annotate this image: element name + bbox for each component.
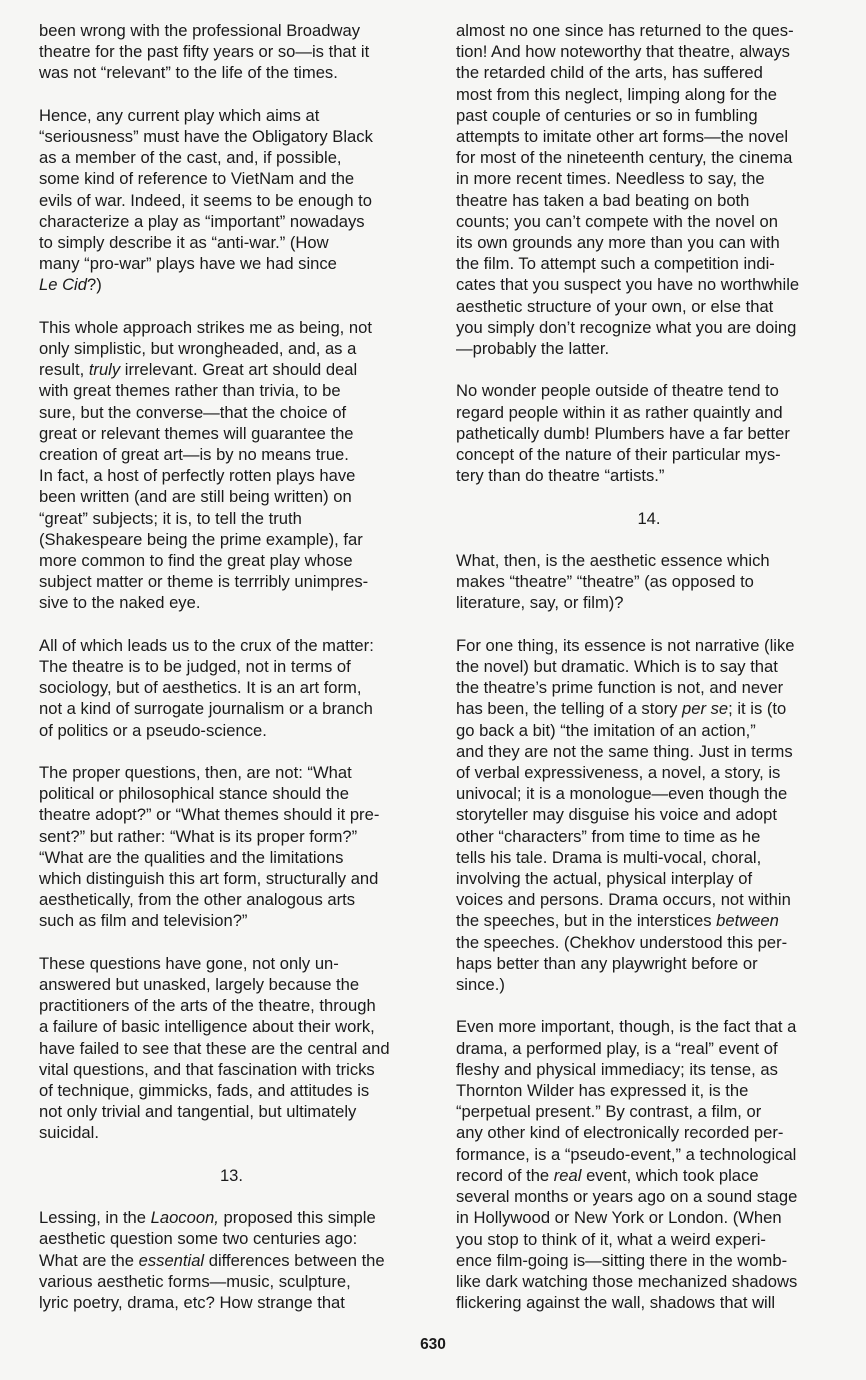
text-line: record of the real event, which took place (456, 1165, 759, 1185)
text-line: counts; you can’t compete with the novel on (456, 211, 778, 231)
text-line: a failure of basic intelligence about their work, (39, 1017, 375, 1037)
text-line: suicidal. (39, 1123, 99, 1143)
paragraph (456, 380, 842, 486)
text-line: The theatre is to be judged, not in terms of (39, 657, 351, 677)
text-line: storyteller may disguise his voice and adopt (456, 805, 777, 825)
text-line: the novel) but dramatic. Which is to say that (456, 657, 778, 677)
text-line: not only trivial and tangential, but ultimately (39, 1102, 357, 1122)
text-line: many “pro-war” plays have we had since (39, 254, 337, 274)
text-line: vital questions, and that fascination with tricks (39, 1059, 375, 1079)
right-column (456, 20, 842, 1335)
text-line: more common to find the great play whose (39, 551, 353, 571)
text-line: “What are the qualities and the limitations (39, 847, 344, 867)
text-line: makes “theatre” “theatre” (as opposed to (456, 572, 754, 592)
text-line: involving the actual, physical interplay of (456, 869, 753, 889)
text-line: “seriousness” must have the Obligatory Black (39, 127, 373, 146)
text-line: not a kind of surrogate journalism or a branch (39, 699, 373, 719)
text-line: in more recent times. Needless to say, the (456, 169, 765, 189)
text-line: “perpetual present.” By contrast, a film, or (456, 1102, 762, 1122)
text-line: “great” subjects; it is, to tell the truth (39, 508, 302, 528)
paragraph (39, 762, 424, 932)
text-line: like dark watching those mechanized shadows (456, 1271, 798, 1291)
text-line: formance, is a “pseudo-event,” a technological (456, 1144, 797, 1164)
text-line: for most of the nineteenth century, the cinema (456, 148, 793, 168)
text-line: (Shakespeare being the prime example), far (39, 529, 363, 549)
text-line: such as film and television?” (39, 911, 248, 931)
paragraph (456, 20, 842, 359)
text-line: tells his tale. Drama is multi-vocal, choral, (456, 847, 762, 867)
text-line: Even more important, though, is the fact that a (456, 1017, 797, 1037)
text-line: literature, say, or film)? (456, 593, 624, 613)
text-line: Hence, any current play which aims at (39, 105, 320, 125)
text-line: other “characters” from time to time as he (456, 826, 761, 846)
text-line: of technique, gimmicks, fads, and attitudes is (39, 1081, 370, 1101)
text-line: and they are not the same thing. Just in terms (456, 741, 793, 761)
text-line: Thornton Wilder has expressed it, is the (456, 1081, 749, 1101)
text-line: practitioners of the arts of the theatre, through (39, 996, 376, 1016)
text-line: the film. To attempt such a competition indi- (456, 254, 775, 274)
text-line: Lessing, in the Laocoon, proposed this simple (39, 1208, 376, 1228)
text-line: In fact, a host of perfectly rotten plays have (39, 466, 356, 486)
text-line: univocal; it is a monologue—even though the (456, 784, 788, 804)
text-line: theatre adopt?” or “What themes should it pre- (39, 805, 380, 825)
text-line: as a member of the cast, and, if possible, (39, 148, 342, 168)
text-line: For one thing, its essence is not narrative (like (456, 635, 795, 655)
text-line: aesthetic question some two centuries ago: (39, 1229, 358, 1249)
text-line: sive to the naked eye. (39, 593, 201, 613)
text-line: some kind of reference to VietNam and the (39, 169, 355, 189)
text-line: you stop to think of it, what a weird experi- (456, 1229, 766, 1249)
text-line: —probably the latter. (456, 339, 610, 359)
text-line: the speeches, but in the interstices between (456, 911, 779, 931)
text-line: fleshy and physical immediacy; its tense, as (456, 1059, 778, 1079)
text-line: the theatre’s prime function is not, and never (456, 678, 784, 698)
text-line: theatre has taken a bad beating on both (456, 190, 750, 210)
text-line: been written (and are still being written) on (39, 487, 352, 507)
text-line: past couple of centuries or so in fumbling (456, 105, 758, 125)
text-line: since.) (456, 975, 505, 995)
text-line: to simply describe it as “anti-war.” (How (39, 233, 329, 253)
text-line: aesthetic structure of your own, or else that (456, 296, 774, 316)
text-line: characterize a play as “important” nowadays (39, 211, 365, 231)
text-line: the retarded child of the arts, has suffered (456, 63, 763, 83)
text-line: subject matter or theme is terrribly unimpres- (39, 572, 369, 592)
text-line: several months or years ago on a sound stage (456, 1187, 798, 1207)
text-line: concept of the nature of their particular mys- (456, 445, 781, 465)
text-line: great or relevant themes will guarantee the (39, 423, 354, 443)
text-line: sociology, but of aesthetics. It is an art form, (39, 678, 362, 698)
text-line: go back a bit) “the imitation of an action,” (456, 720, 756, 740)
text-line: No wonder people outside of theatre tend to (456, 381, 779, 401)
text-line: This whole approach strikes me as being, not (39, 317, 372, 337)
text-line: What are the essential differences between the (39, 1250, 385, 1270)
text-line: The proper questions, then, are not: “What (39, 763, 352, 783)
text-line: voices and persons. Drama occurs, not within (456, 890, 791, 910)
paragraph (39, 953, 424, 1144)
text-line: most from this neglect, limping along for the (456, 84, 777, 104)
text-line: have failed to see that these are the central and (39, 1038, 390, 1058)
text-line: only simplistic, but wrongheaded, and, as a (39, 339, 357, 359)
paragraph (39, 635, 424, 741)
paragraph (39, 317, 424, 614)
text-line: various aesthetic forms—music, sculpture, (39, 1271, 351, 1291)
text-line: political or philosophical stance should the (39, 784, 349, 804)
text-line: almost no one since has returned to the ques- (456, 21, 794, 40)
paragraph (39, 20, 424, 84)
section-heading: 13. (219, 1165, 244, 1185)
text-line: of politics or a pseudo-science. (39, 720, 267, 740)
text-line: you simply don’t recognize what you are doing (456, 317, 797, 337)
text-line: which distinguish this art form, structurally and (39, 869, 379, 889)
text-line: was not “relevant” to the life of the times. (39, 63, 338, 83)
text-line: sent?” but rather: “What is its proper form?” (39, 826, 358, 846)
text-line: attempts to imitate other art forms—the novel (456, 127, 789, 147)
text-line: haps better than any playwright before or (456, 953, 758, 973)
text-line: theatre for the past fifty years or so—is that it (39, 42, 370, 62)
text-line: in Hollywood or New York or London. (When (456, 1208, 782, 1228)
text-line: regard people within it as rather quaintly and (456, 402, 783, 422)
text-line: What, then, is the aesthetic essence which (456, 551, 770, 571)
text-line: its own grounds any more than you can with (456, 233, 780, 253)
text-line: been wrong with the professional Broadway (39, 21, 361, 40)
text-line: drama, a performed play, is a “real” event of (456, 1038, 778, 1058)
paragraph (39, 1207, 424, 1313)
text-line: answered but unasked, largely because the (39, 975, 360, 995)
paragraph (456, 635, 842, 995)
text-line: cates that you suspect you have no worthwhile (456, 275, 800, 295)
text-line: aesthetically, from the other analogous arts (39, 890, 356, 910)
text-line: evils of war. Indeed, it seems to be enough to (39, 190, 373, 210)
paragraph (39, 105, 424, 296)
text-line: lyric poetry, drama, etc? How strange that (39, 1293, 345, 1313)
text-line: of verbal expressiveness, a novel, a story, is (456, 763, 781, 783)
text-line: flickering against the wall, shadows that will (456, 1293, 776, 1313)
text-line: tion! And how noteworthy that theatre, always (456, 42, 790, 62)
text-line: pathetically dumb! Plumbers have a far better (456, 423, 790, 443)
text-line: Le Cid?) (39, 275, 102, 295)
text-line: result, truly irrelevant. Great art should deal (39, 360, 358, 380)
text-line: the speeches. (Chekhov understood this per- (456, 932, 788, 952)
left-column (39, 20, 424, 1334)
text-line: creation of great art—is by no means true. (39, 445, 349, 465)
text-line: All of which leads us to the crux of the matter: (39, 635, 374, 655)
page-number: 630 (420, 1336, 446, 1353)
text-line: with great themes rather than trivia, to be (39, 381, 341, 401)
paragraph (456, 550, 842, 614)
text-line: has been, the telling of a story per se; it is (to (456, 699, 787, 719)
paragraph (456, 1016, 842, 1313)
section-heading: 14. (637, 508, 661, 528)
text-line: tery than do theatre “artists.” (456, 466, 665, 486)
text-line: sure, but the converse—that the choice of (39, 402, 347, 422)
text-line: any other kind of electronically recorded per- (456, 1123, 784, 1143)
text-line: These questions have gone, not only un- (39, 953, 339, 973)
text-line: ence film-going is—sitting there in the womb- (456, 1250, 788, 1270)
